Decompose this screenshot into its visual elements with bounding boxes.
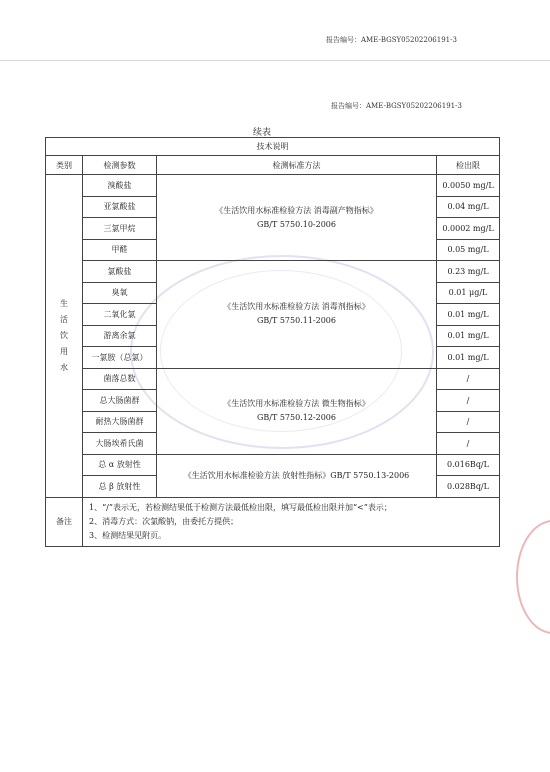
limit-cell: 0.01 mg/L [437, 325, 500, 347]
method-cell [157, 454, 437, 497]
section-title: 技术说明 [46, 138, 500, 156]
method-title: 《生活饮用水标准检验方法 消毒副产物指标》 [215, 205, 378, 215]
param-cell: 三氯甲烷 [83, 218, 157, 240]
limit-cell: 0.01 mg/L [437, 304, 500, 326]
method-code: GB/T 5750.11-2006 [257, 316, 336, 326]
report-number: 报告编号：AME-BGSY05202206191-3 [331, 102, 462, 110]
param-cell: 亚氯酸盐 [83, 196, 157, 218]
limit-cell: 0.01 mg/L [437, 347, 500, 369]
limit-cell: 0.0050 mg/L [437, 175, 500, 197]
notes-cell [83, 497, 500, 546]
limit-cell: 0.01 μg/L [437, 282, 500, 304]
param-cell: 一氯胺（总氯） [83, 347, 157, 369]
category-char: 饮 [60, 330, 68, 340]
category-cell [46, 175, 83, 498]
method-code: GB/T 5750.12-2006 [257, 413, 336, 422]
note-line: 1、“/”表示无，若检测结果低于检测方法最低检出限，填写最低检出限并加“<”表示； [89, 502, 392, 512]
column-header-method: 检测标准方法 [157, 156, 437, 175]
limit-cell: / [437, 390, 500, 412]
param-cell: 总 β 放射性 [83, 476, 157, 498]
continued-label: 续表 [253, 128, 272, 138]
param-cell: 二氧化氯 [83, 304, 157, 326]
previous-page-strip [0, 0, 550, 60]
limit-cell: / [437, 368, 500, 390]
report-number-top: 报告编号：AME-BGSY05202206191-3 [326, 36, 457, 44]
limit-cell: / [437, 411, 500, 433]
note-line: 2、消毒方式：次氯酸钠，由委托方提供； [89, 516, 239, 526]
limit-cell: 0.23 mg/L [437, 261, 500, 283]
method-title: 《生活饮用水标准检验方法 微生物指标》 [223, 399, 370, 408]
limit-cell: 0.05 mg/L [437, 239, 500, 261]
category-char: 生 [60, 298, 68, 308]
limit-cell: 0.0002 mg/L [437, 218, 500, 240]
limit-cell: / [437, 433, 500, 455]
param-cell: 菌落总数 [83, 368, 157, 390]
limit-cell: 0.028Bq/L [437, 476, 500, 498]
method-cell [157, 261, 437, 369]
param-cell: 游离余氯 [83, 325, 157, 347]
page-divider [0, 60, 550, 61]
method-title: 《生活饮用水标准检验方法 放射性指标》GB/T 5750.13-2006 [183, 470, 410, 480]
param-cell: 臭氧 [83, 282, 157, 304]
red-seal-arc [516, 520, 550, 634]
param-cell: 大肠埃希氏菌 [83, 433, 157, 455]
note-line: 3、检测结果见附页。 [89, 530, 167, 540]
method-cell [157, 175, 437, 261]
red-seal-stamp [510, 520, 550, 630]
column-header-parameter: 检测参数 [83, 156, 157, 175]
category-char: 水 [60, 362, 68, 372]
category-char: 用 [60, 346, 68, 356]
notes-label: 备注 [46, 497, 83, 546]
technical-table [45, 137, 500, 547]
param-cell: 氯酸盐 [83, 261, 157, 283]
method-cell [157, 368, 437, 454]
method-title: 《生活饮用水标准检验方法 消毒剂指标》 [223, 302, 370, 312]
param-cell: 溴酸盐 [83, 175, 157, 197]
limit-cell: 0.016Bq/L [437, 454, 500, 476]
column-header-category: 类别 [46, 156, 83, 175]
param-cell: 耐热大肠菌群 [83, 411, 157, 433]
param-cell: 总 α 放射性 [83, 454, 157, 476]
method-code: GB/T 5750.10-2006 [257, 219, 336, 229]
column-header-limit: 检出限 [437, 156, 500, 175]
param-cell: 总大肠菌群 [83, 390, 157, 412]
category-char: 活 [60, 314, 68, 324]
param-cell: 甲醛 [83, 239, 157, 261]
limit-cell: 0.04 mg/L [437, 196, 500, 218]
